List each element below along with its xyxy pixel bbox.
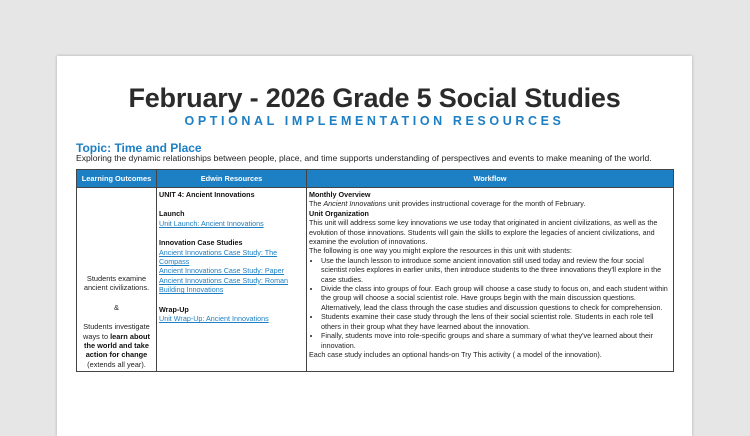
organization-text: This unit will address some key innovations we use today that originated in ancient civilizations, as well as the evolution of those innovations. Students will gain the skills to explore the legacies of ancient civilizations, and examine the evolution of innovations. — [309, 218, 658, 247]
list-item: • Students examine their case study through the lens of their social scientist role. Students in each role tell others in their group what they have learned about the innovation. — [321, 312, 671, 331]
steps-intro: The following is one way you might explore the resources in this unit with students: — [309, 246, 572, 256]
workflow-cell — [307, 188, 674, 372]
launch-heading: Launch — [159, 209, 185, 219]
overview-text — [309, 199, 671, 208]
table-row — [77, 188, 674, 372]
outcome-ampersand: & — [114, 302, 119, 312]
launch-link[interactable]: Unit Launch: Ancient Innovations — [159, 218, 264, 228]
workflow-steps-list — [309, 256, 671, 350]
list-item: • Finally, students move into role-specific groups and share a summary of what they've learned about their innovation. — [321, 331, 671, 350]
overview-unit-name: Ancient Innovations — [323, 199, 387, 209]
edwin-resources-cell — [157, 188, 307, 372]
document-page — [57, 56, 692, 436]
page-subtitle: OPTIONAL IMPLEMENTATION RESOURCES — [184, 114, 565, 128]
list-item: • Use the launch lesson to introduce some ancient innovation still used today and review the four social scientist roles explores in earlier units, then introduce students to the three innovations they'll explore in the case studies. — [321, 256, 671, 284]
page-title: February - 2026 Grade 5 Social Studies — [128, 83, 621, 113]
header-learning-outcomes: Learning Outcomes — [77, 170, 157, 188]
topic-heading: Topic: Time and Place — [76, 141, 202, 155]
wrap-up-heading: Wrap-Up — [159, 304, 189, 314]
wrap-up-link[interactable]: Unit Wrap-Up: Ancient Innovations — [159, 314, 269, 324]
topic-description: Exploring the dynamic relationships between people, place, and time supports understanding of perspectives and events to make meaning of the world. — [76, 153, 652, 163]
closing-text: Each case study includes an optional hands-on Try This activity ( a model of the innovation). — [309, 349, 602, 359]
case-studies-heading: Innovation Case Studies — [159, 238, 243, 248]
overview-heading: Monthly Overview — [309, 190, 371, 199]
overview-pre: The — [309, 199, 324, 209]
outcome-2-post: (extends all year). — [87, 359, 146, 369]
outcome-2-pre: Students investigate ways to — [83, 322, 150, 341]
outcome-1: Students examine ancient civilizations. — [83, 274, 150, 293]
overview-post: unit provides instructional coverage for the month of February. — [386, 199, 586, 209]
header-edwin-resources: Edwin Resources — [157, 170, 307, 188]
case-study-compass-link[interactable]: Ancient Innovations Case Study: The Compass — [159, 247, 278, 267]
case-study-roman-link[interactable]: Ancient Innovations Case Study: Roman Building Innovations — [159, 275, 289, 295]
outcome-2 — [79, 322, 154, 369]
outcome-2-bold: learn about the world and take action for change — [84, 331, 150, 360]
implementation-table — [76, 169, 674, 372]
unit-title: UNIT 4: Ancient Innovations — [159, 190, 255, 199]
list-item: • Divide the class into groups of four. Each group will choose a case study to focus on, and each student within the group will choose a social scientist role. Have groups begin with the main discussion questions. Alternatively, lead the class through the case studies and discussion questions to check for comprehension. — [321, 284, 671, 312]
learning-outcomes-cell — [77, 188, 157, 372]
header-workflow: Workflow — [307, 170, 674, 188]
case-study-paper-link[interactable]: Ancient Innovations Case Study: Paper — [159, 266, 285, 276]
organization-heading: Unit Organization — [309, 208, 369, 218]
table-header-row — [77, 170, 674, 188]
